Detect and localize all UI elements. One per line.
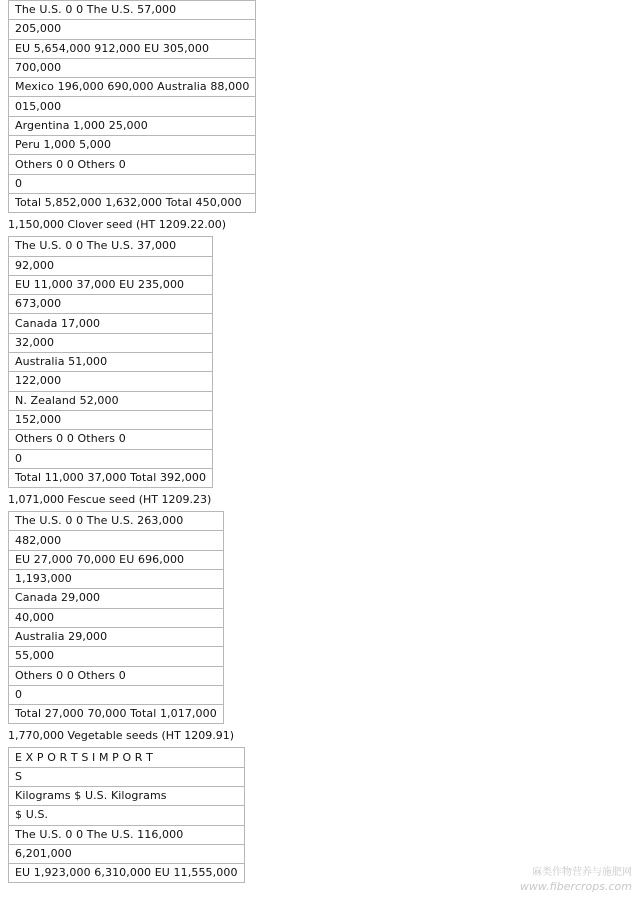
table-row bbox=[9, 353, 213, 372]
table-row bbox=[9, 155, 256, 174]
table-row bbox=[9, 97, 256, 116]
table-row bbox=[9, 174, 256, 193]
trade-table-4 bbox=[8, 747, 245, 883]
table-cell: 0 bbox=[9, 685, 224, 704]
table-row bbox=[9, 372, 213, 391]
site-watermark bbox=[520, 866, 632, 894]
table-cell: 0 bbox=[9, 174, 256, 193]
table-row bbox=[9, 193, 256, 212]
table-row bbox=[9, 550, 224, 569]
table-cell: $ U.S. bbox=[9, 806, 245, 825]
table-cell: Mexico 196,000 690,000 Australia 88,000 bbox=[9, 78, 256, 97]
table-cell: EU 1,923,000 6,310,000 EU 11,555,000 bbox=[9, 864, 245, 883]
trade-table-1 bbox=[8, 0, 256, 213]
table-row bbox=[9, 531, 224, 550]
table-row bbox=[9, 570, 224, 589]
table-row bbox=[9, 512, 224, 531]
table-cell: Kilograms $ U.S. Kilograms bbox=[9, 786, 245, 805]
table-row bbox=[9, 608, 224, 627]
section-caption-fescue-seed: 1,071,000 Fescue seed (HT 1209.23) bbox=[8, 493, 212, 507]
table-cell: 40,000 bbox=[9, 608, 224, 627]
document-page bbox=[8, 0, 628, 883]
table-cell: 205,000 bbox=[9, 20, 256, 39]
table-cell: S bbox=[9, 767, 245, 786]
table-row bbox=[9, 275, 213, 294]
watermark-url: www.fibercrops.com bbox=[519, 880, 632, 893]
table-row bbox=[9, 647, 224, 666]
table-row bbox=[9, 333, 213, 352]
table-cell: EU 11,000 37,000 EU 235,000 bbox=[9, 275, 213, 294]
table-row bbox=[9, 58, 256, 77]
table-row bbox=[9, 666, 224, 685]
table-cell: Canada 29,000 bbox=[9, 589, 224, 608]
table-cell: 6,201,000 bbox=[9, 844, 245, 863]
table-row bbox=[9, 685, 224, 704]
table-row bbox=[9, 136, 256, 155]
table-cell: 152,000 bbox=[9, 410, 213, 429]
table-row bbox=[9, 806, 245, 825]
section-caption-vegetable-seeds: 1,770,000 Vegetable seeds (HT 1209.91) bbox=[8, 729, 235, 743]
table-cell: Argentina 1,000 25,000 bbox=[9, 116, 256, 135]
table-row bbox=[9, 256, 213, 275]
table-cell: The U.S. 0 0 The U.S. 37,000 bbox=[9, 237, 213, 256]
table-row bbox=[9, 589, 224, 608]
table-row bbox=[9, 20, 256, 39]
table-row bbox=[9, 449, 213, 468]
table-cell: The U.S. 0 0 The U.S. 57,000 bbox=[9, 1, 256, 20]
table-cell: EU 27,000 70,000 EU 696,000 bbox=[9, 550, 224, 569]
table-cell: 015,000 bbox=[9, 97, 256, 116]
table-cell: 92,000 bbox=[9, 256, 213, 275]
table-cell: EU 5,654,000 912,000 EU 305,000 bbox=[9, 39, 256, 58]
table-cell: The U.S. 0 0 The U.S. 116,000 bbox=[9, 825, 245, 844]
table-cell: 673,000 bbox=[9, 295, 213, 314]
table-row bbox=[9, 314, 213, 333]
table-row bbox=[9, 468, 213, 487]
table-row bbox=[9, 78, 256, 97]
watermark-site-name: 麻类作物营养与施肥网 bbox=[532, 867, 632, 878]
table-cell: Total 11,000 37,000 Total 392,000 bbox=[9, 468, 213, 487]
table-cell: 482,000 bbox=[9, 531, 224, 550]
table-cell: Total 5,852,000 1,632,000 Total 450,000 bbox=[9, 193, 256, 212]
table-row bbox=[9, 786, 245, 805]
trade-table-2 bbox=[8, 236, 213, 488]
table-cell: Others 0 0 Others 0 bbox=[9, 155, 256, 174]
table-cell: Australia 29,000 bbox=[9, 627, 224, 646]
table-row bbox=[9, 627, 224, 646]
table-cell: 55,000 bbox=[9, 647, 224, 666]
table-cell: The U.S. 0 0 The U.S. 263,000 bbox=[9, 512, 224, 531]
table-row bbox=[9, 748, 245, 767]
table-cell: N. Zealand 52,000 bbox=[9, 391, 213, 410]
table-cell: 32,000 bbox=[9, 333, 213, 352]
table-row bbox=[9, 295, 213, 314]
table-row bbox=[9, 237, 213, 256]
table-cell: 0 bbox=[9, 449, 213, 468]
table-row bbox=[9, 705, 224, 724]
table-cell: Peru 1,000 5,000 bbox=[9, 136, 256, 155]
section-caption-clover-seed: 1,150,000 Clover seed (HT 1209.22.00) bbox=[8, 218, 227, 232]
table-cell: Total 27,000 70,000 Total 1,017,000 bbox=[9, 705, 224, 724]
trade-table-3 bbox=[8, 511, 224, 724]
table-cell: Others 0 0 Others 0 bbox=[9, 666, 224, 685]
table-row bbox=[9, 1, 256, 20]
table-row bbox=[9, 825, 245, 844]
table-cell: Australia 51,000 bbox=[9, 353, 213, 372]
table-cell: 1,193,000 bbox=[9, 570, 224, 589]
table-cell: Canada 17,000 bbox=[9, 314, 213, 333]
table-cell: 700,000 bbox=[9, 58, 256, 77]
table-row bbox=[9, 844, 245, 863]
table-cell: E X P O R T S I M P O R T bbox=[9, 748, 245, 767]
table-cell: Others 0 0 Others 0 bbox=[9, 430, 213, 449]
table-row bbox=[9, 116, 256, 135]
table-row bbox=[9, 864, 245, 883]
table-row bbox=[9, 39, 256, 58]
table-row bbox=[9, 391, 213, 410]
table-cell: 122,000 bbox=[9, 372, 213, 391]
table-row bbox=[9, 430, 213, 449]
table-row bbox=[9, 767, 245, 786]
table-row bbox=[9, 410, 213, 429]
